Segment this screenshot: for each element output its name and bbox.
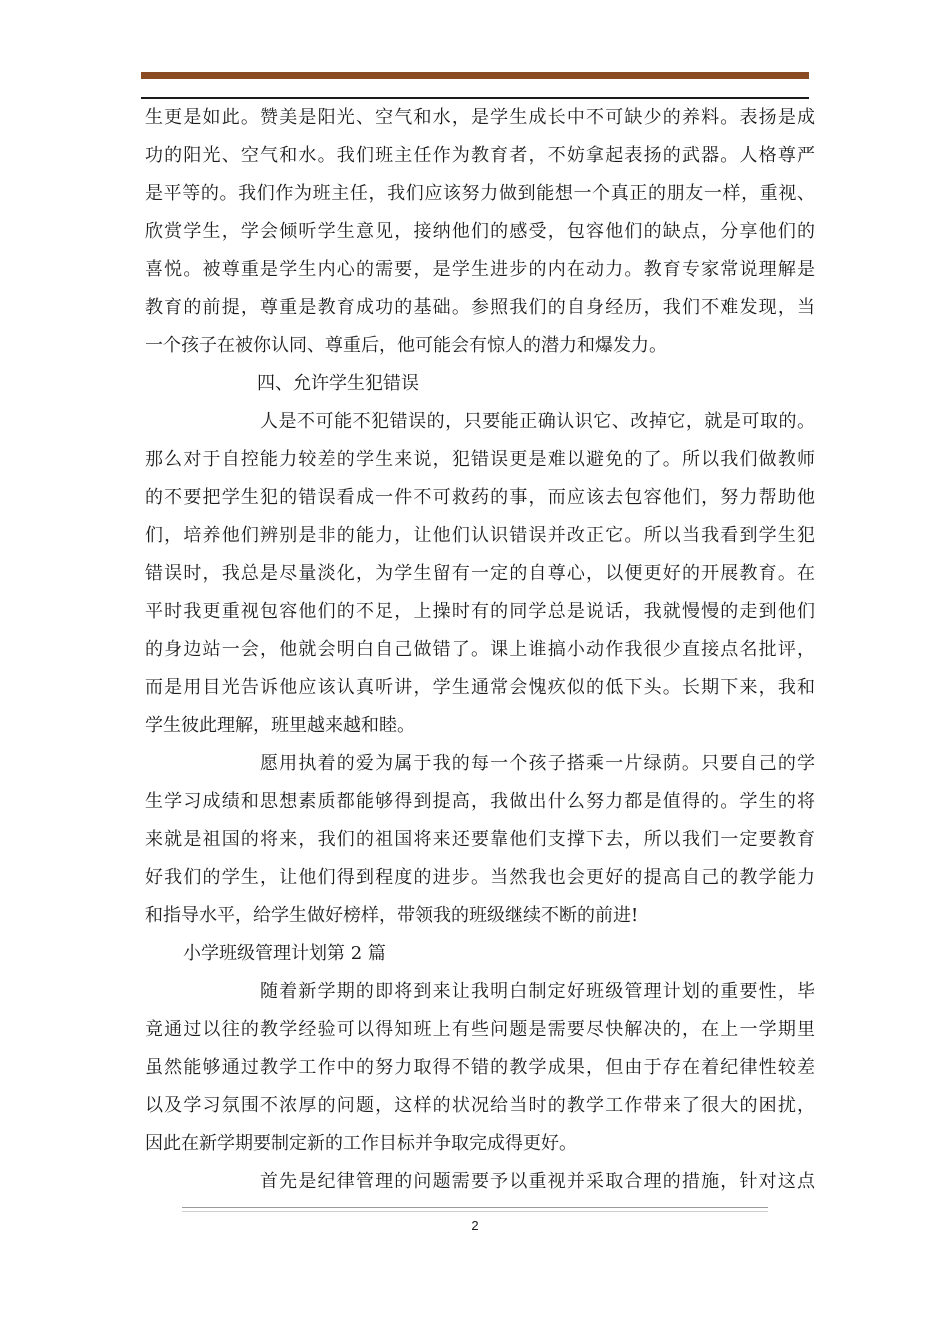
text-line: 错误时，我总是尽量淡化，为学生留有一定的自尊心，以便更好的开展教育。在 [145, 563, 815, 584]
paragraph-first-line: 随着新学期的即将到来让我明白制定好班级管理计划的重要性，毕 [260, 981, 815, 1002]
page-number: 2 [471, 1218, 479, 1233]
text-line: 虽然能够通过教学工作中的努力取得不错的教学成果，但由于存在着纪律性较差 [145, 1057, 815, 1078]
footer-rule [182, 1207, 768, 1208]
text-line: 的不要把学生犯的错误看成一件不可救药的事，而应该去包容他们，努力帮助他 [145, 487, 815, 508]
text-line: 一个孩子在被你认同、尊重后，他可能会有惊人的潜力和爆发力。 [145, 335, 667, 356]
text-line: 功的阳光、空气和水。我们班主任作为教育者，不妨拿起表扬的武器。人格尊严 [145, 145, 815, 166]
text-line: 竟通过以往的教学经验可以得知班上有些问题是需要尽快解决的，在上一学期里 [145, 1019, 815, 1040]
text-line: 那么对于自控能力较差的学生来说，犯错误更是难以避免的了。所以我们做教师 [145, 449, 815, 470]
header-rule-thin [141, 97, 809, 99]
header-rule-thick [141, 72, 809, 79]
text-line: 欣赏学生，学会倾听学生意见，接纳他们的感受，包容他们的缺点，分享他们的 [145, 221, 815, 242]
paragraph-first-line: 愿用执着的爱为属于我的每一个孩子搭乘一片绿荫。只要自己的学 [260, 753, 815, 774]
text-line: 和指导水平，给学生做好榜样，带领我的班级继续不断的前进! [145, 905, 639, 926]
text-line: 的身边站一会，他就会明白自己做错了。课上谁搞小动作我很少直接点名批评， [145, 639, 815, 660]
text-line: 平时我更重视包容他们的不足，上操时有的同学总是说话，我就慢慢的走到他们 [145, 601, 815, 622]
text-line: 而是用目光告诉他应该认真听讲，学生通常会愧疚似的低下头。长期下来，我和 [145, 677, 815, 698]
section-heading: 四、允许学生犯错误 [257, 373, 419, 394]
text-line: 来就是祖国的将来，我们的祖国将来还要靠他们支撑下去，所以我们一定要教育 [145, 829, 815, 850]
text-line: 教育的前提，尊重是教育成功的基础。参照我们的自身经历，我们不难发现，当 [145, 297, 815, 318]
text-line: 生更是如此。赞美是阳光、空气和水，是学生成长中不可缺少的养料。表扬是成 [145, 107, 815, 128]
article-subtitle: 小学班级管理计划第 2 篇 [183, 943, 386, 964]
text-line: 以及学习氛围不浓厚的问题，这样的状况给当时的教学工作带来了很大的困扰， [145, 1095, 815, 1116]
footer-rule-secondary [182, 1211, 768, 1212]
text-line: 因此在新学期要制定新的工作目标并争取完成得更好。 [145, 1133, 577, 1154]
text-line: 们，培养他们辨别是非的能力，让他们认识错误并改正它。所以当我看到学生犯 [145, 525, 815, 546]
paragraph-first-line: 首先是纪律管理的问题需要予以重视并采取合理的措施，针对这点 [260, 1171, 815, 1192]
text-line: 喜悦。被尊重是学生内心的需要，是学生进步的内在动力。教育专家常说理解是 [145, 259, 815, 280]
text-line: 生学习成绩和思想素质都能够得到提高，我做出什么努力都是值得的。学生的将 [145, 791, 815, 812]
text-line: 好我们的学生，让他们得到程度的进步。当然我也会更好的提高自己的教学能力 [145, 867, 815, 888]
text-line: 是平等的。我们作为班主任，我们应该努力做到能想一个真正的朋友一样，重视、 [145, 183, 815, 204]
paragraph-first-line: 人是不可能不犯错误的，只要能正确认识它、改掉它，就是可取的。 [260, 411, 815, 432]
text-line: 学生彼此理解，班里越来越和睦。 [145, 715, 415, 736]
